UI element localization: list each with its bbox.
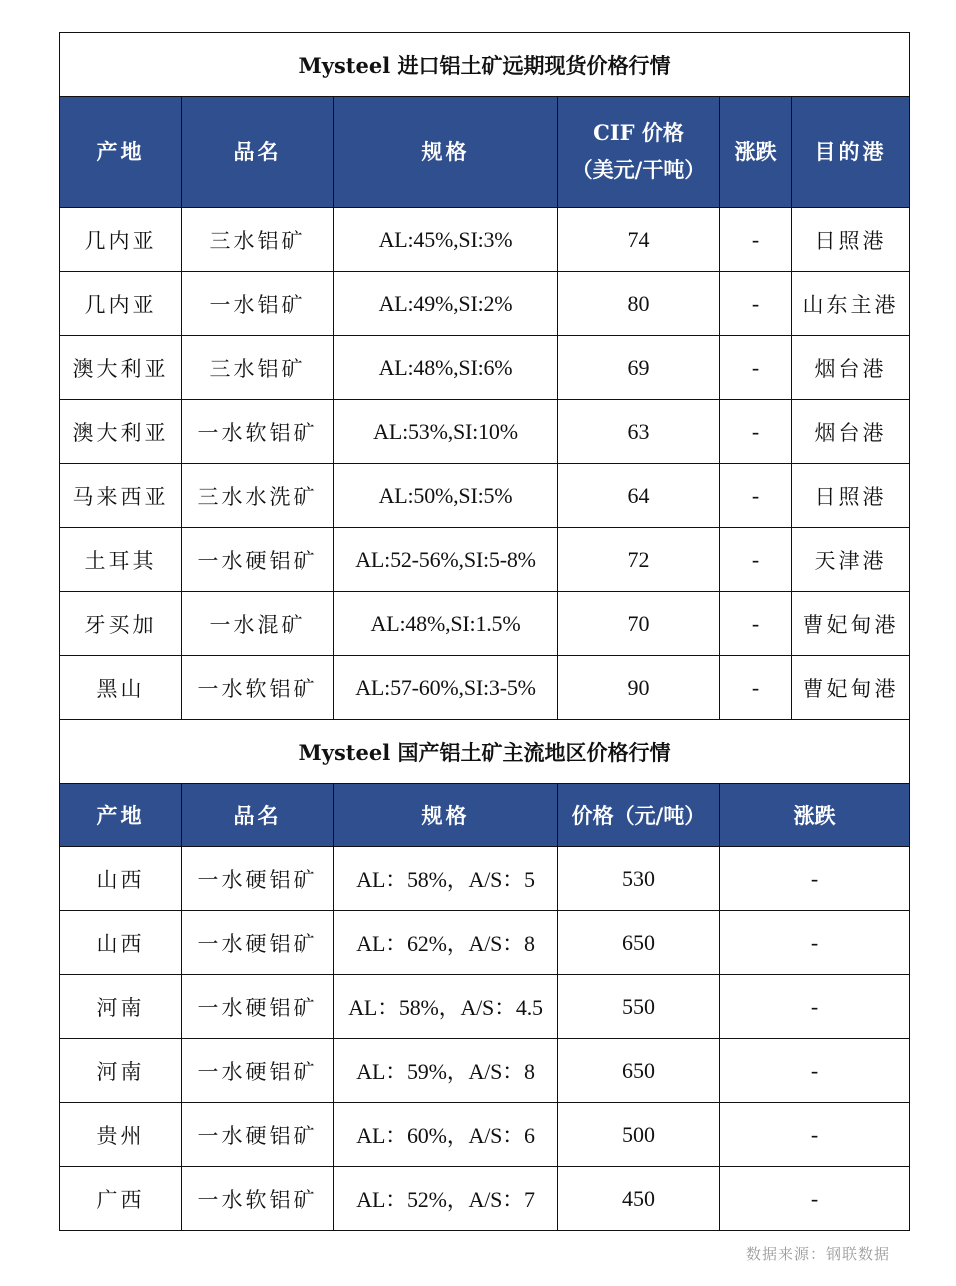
cell-price: 80 bbox=[558, 272, 720, 336]
cell-price: 69 bbox=[558, 336, 720, 400]
cell-change: - bbox=[720, 1039, 910, 1103]
cell-product: 一水铝矿 bbox=[182, 272, 334, 336]
cell-change: - bbox=[720, 528, 792, 592]
cell-spec: AL:49%,SI:2% bbox=[334, 272, 558, 336]
cell-product: 三水水洗矿 bbox=[182, 464, 334, 528]
cell-product: 一水软铝矿 bbox=[182, 1167, 334, 1231]
cell-origin: 几内亚 bbox=[60, 272, 182, 336]
header-cif-price-line1: CIF 价格 bbox=[593, 120, 684, 146]
cell-product: 一水硬铝矿 bbox=[182, 847, 334, 911]
cell-product: 三水铝矿 bbox=[182, 336, 334, 400]
cell-product: 一水硬铝矿 bbox=[182, 1039, 334, 1103]
header-product: 品名 bbox=[182, 784, 334, 847]
cell-change: - bbox=[720, 272, 792, 336]
cell-spec: AL:57-60%,SI:3-5% bbox=[334, 656, 558, 720]
cell-change: - bbox=[720, 847, 910, 911]
table-row bbox=[60, 847, 910, 911]
domestic-table-title: Mysteel 国产铝土矿主流地区价格行情 bbox=[60, 720, 910, 784]
cell-origin: 山西 bbox=[60, 847, 182, 911]
cell-origin: 广西 bbox=[60, 1167, 182, 1231]
cell-spec: AL:48%,SI:1.5% bbox=[334, 592, 558, 656]
cell-price: 63 bbox=[558, 400, 720, 464]
table-row bbox=[60, 336, 910, 400]
cell-port: 曹妃甸港 bbox=[792, 592, 910, 656]
cell-product: 三水铝矿 bbox=[182, 208, 334, 272]
cell-port: 天津港 bbox=[792, 528, 910, 592]
cell-price: 90 bbox=[558, 656, 720, 720]
cell-price: 500 bbox=[558, 1103, 720, 1167]
cell-origin: 贵州 bbox=[60, 1103, 182, 1167]
price-sheet bbox=[59, 32, 910, 1231]
cell-spec: AL:45%,SI:3% bbox=[334, 208, 558, 272]
cell-spec: AL：62%，A/S：8 bbox=[334, 911, 558, 975]
cell-change: - bbox=[720, 975, 910, 1039]
header-change: 涨跌 bbox=[720, 784, 910, 847]
table-row bbox=[60, 528, 910, 592]
cell-origin: 马来西亚 bbox=[60, 464, 182, 528]
domestic-header-row bbox=[60, 784, 910, 847]
cell-port: 曹妃甸港 bbox=[792, 656, 910, 720]
cell-change: - bbox=[720, 592, 792, 656]
cell-origin: 黑山 bbox=[60, 656, 182, 720]
header-origin: 产地 bbox=[60, 97, 182, 208]
cell-price: 70 bbox=[558, 592, 720, 656]
cell-product: 一水硬铝矿 bbox=[182, 1103, 334, 1167]
cell-price: 450 bbox=[558, 1167, 720, 1231]
cell-price: 530 bbox=[558, 847, 720, 911]
cell-change: - bbox=[720, 1103, 910, 1167]
header-cif-price bbox=[558, 97, 720, 208]
table-row bbox=[60, 464, 910, 528]
cell-origin: 牙买加 bbox=[60, 592, 182, 656]
cell-spec: AL:52-56%,SI:5-8% bbox=[334, 528, 558, 592]
cell-price: 72 bbox=[558, 528, 720, 592]
cell-spec: AL：59%，A/S：8 bbox=[334, 1039, 558, 1103]
header-origin: 产地 bbox=[60, 784, 182, 847]
domestic-title-row bbox=[60, 720, 910, 784]
data-source-note: 数据来源：钢联数据 bbox=[745, 1245, 890, 1263]
cell-change: - bbox=[720, 336, 792, 400]
cell-port: 烟台港 bbox=[792, 336, 910, 400]
cell-spec: AL：60%，A/S：6 bbox=[334, 1103, 558, 1167]
cell-product: 一水混矿 bbox=[182, 592, 334, 656]
cell-spec: AL:53%,SI:10% bbox=[334, 400, 558, 464]
cell-port: 烟台港 bbox=[792, 400, 910, 464]
cell-product: 一水软铝矿 bbox=[182, 656, 334, 720]
cell-product: 一水软铝矿 bbox=[182, 400, 334, 464]
cell-price: 650 bbox=[558, 911, 720, 975]
cell-product: 一水硬铝矿 bbox=[182, 975, 334, 1039]
import-header-row bbox=[60, 97, 910, 208]
cell-spec: AL：52%，A/S：7 bbox=[334, 1167, 558, 1231]
table-row bbox=[60, 272, 910, 336]
header-cif-price-line2: （美元/干吨） bbox=[571, 157, 706, 182]
cell-price: 550 bbox=[558, 975, 720, 1039]
cell-product: 一水硬铝矿 bbox=[182, 911, 334, 975]
cell-change: - bbox=[720, 911, 910, 975]
cell-price: 650 bbox=[558, 1039, 720, 1103]
cell-port: 日照港 bbox=[792, 464, 910, 528]
cell-change: - bbox=[720, 208, 792, 272]
table-row bbox=[60, 592, 910, 656]
cell-product: 一水硬铝矿 bbox=[182, 528, 334, 592]
table-row bbox=[60, 975, 910, 1039]
header-change: 涨跌 bbox=[720, 97, 792, 208]
header-spec: 规格 bbox=[334, 784, 558, 847]
cell-spec: AL：58%，A/S：4.5 bbox=[334, 975, 558, 1039]
cell-port: 日照港 bbox=[792, 208, 910, 272]
cell-origin: 河南 bbox=[60, 1039, 182, 1103]
cell-origin: 土耳其 bbox=[60, 528, 182, 592]
table-row bbox=[60, 1103, 910, 1167]
cell-spec: AL:48%,SI:6% bbox=[334, 336, 558, 400]
cell-origin: 河南 bbox=[60, 975, 182, 1039]
table-row bbox=[60, 400, 910, 464]
import-title-row bbox=[60, 33, 910, 97]
cell-price: 64 bbox=[558, 464, 720, 528]
cell-origin: 澳大利亚 bbox=[60, 336, 182, 400]
cell-spec: AL：58%，A/S：5 bbox=[334, 847, 558, 911]
cell-port: 山东主港 bbox=[792, 272, 910, 336]
table-row bbox=[60, 911, 910, 975]
cell-change: - bbox=[720, 1167, 910, 1231]
header-price: 价格（元/吨） bbox=[558, 784, 720, 847]
cell-origin: 山西 bbox=[60, 911, 182, 975]
table-row bbox=[60, 208, 910, 272]
import-table-title: Mysteel 进口铝土矿远期现货价格行情 bbox=[60, 33, 910, 97]
cell-change: - bbox=[720, 464, 792, 528]
table-row bbox=[60, 656, 910, 720]
cell-origin: 几内亚 bbox=[60, 208, 182, 272]
header-product: 品名 bbox=[182, 97, 334, 208]
cell-price: 74 bbox=[558, 208, 720, 272]
table-row bbox=[60, 1039, 910, 1103]
header-spec: 规格 bbox=[334, 97, 558, 208]
cell-change: - bbox=[720, 656, 792, 720]
header-port: 目的港 bbox=[792, 97, 910, 208]
table-row bbox=[60, 1167, 910, 1231]
cell-spec: AL:50%,SI:5% bbox=[334, 464, 558, 528]
cell-change: - bbox=[720, 400, 792, 464]
cell-origin: 澳大利亚 bbox=[60, 400, 182, 464]
